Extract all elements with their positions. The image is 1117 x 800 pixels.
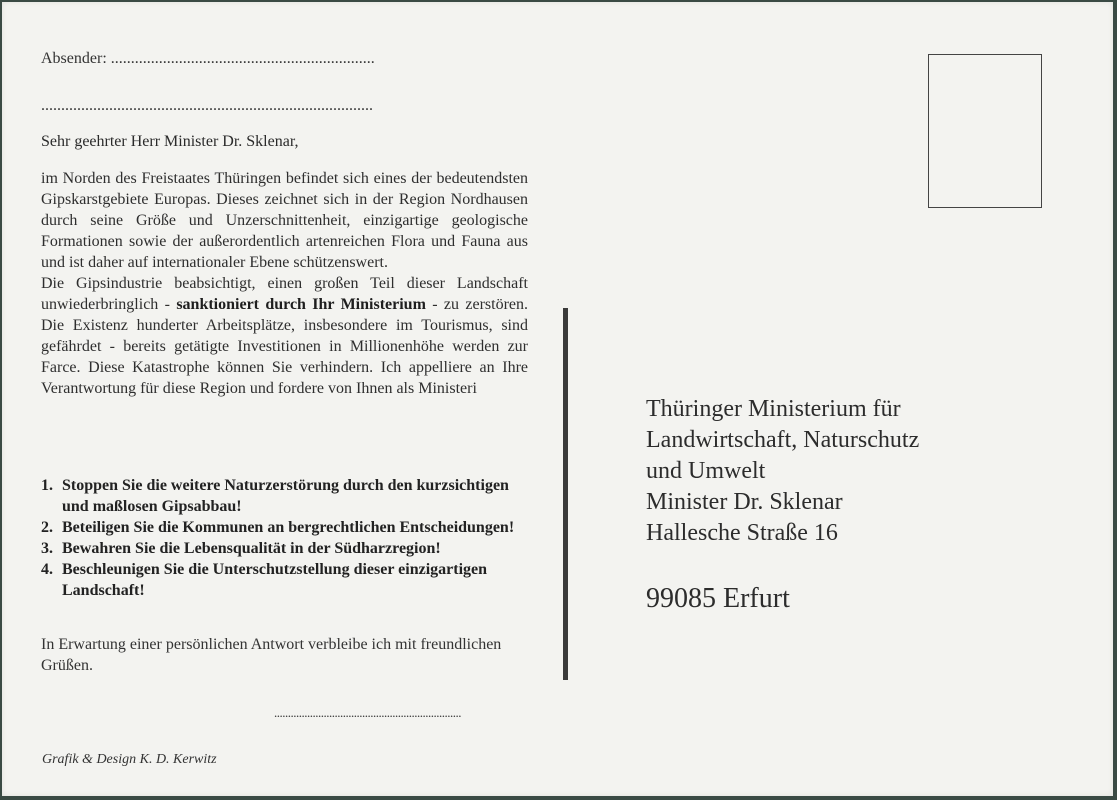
paragraph-appeal: [41, 273, 528, 399]
address-line: Thüringer Ministerium für: [646, 396, 901, 422]
address-line: und Umwelt: [646, 458, 766, 484]
appeal-text-end: - zu zerstören. Die Existenz hunderter Arbeitsplätze, insbesondere im Tourismus, sind gefährdet - bereits getätigte Investitionen in Millionenhöhe werden zur Farce. Diese Katastrophe können Sie verhindern. Ich appelliere an Ihre Verantwortung für diese Region und fordere von Ihnen als Ministeri: [41, 296, 529, 397]
appeal-bold-text: sanktioniert durch Ihr Ministerium: [176, 296, 426, 313]
sender-label-line: Absender: ..................................................................: [41, 50, 375, 67]
appeal-text-start: Die Gipsindustrie beabsichtigt, einen großen Teil dieser Landschaft unwiederbringlich -: [41, 275, 528, 313]
demand-item: 4. Beschleunigen Sie die Unterschutzstellung dieser einzigartigen Landschaft!: [41, 561, 488, 599]
vertical-divider: [563, 308, 568, 680]
address-line: Landwirtschaft, Naturschutz: [646, 427, 920, 453]
demand-item: 2. Beteiligen Sie die Kommunen an bergrechtlichen Entscheidungen!: [41, 519, 515, 536]
demand-item: 1. Stoppen Sie die weitere Naturzerstörung durch den kurzsichtigen und maßlosen Gipsabbau!: [41, 477, 509, 515]
closing-text: In Erwartung einer persönlichen Antwort verbleibe ich mit freundlichen Grüßen.: [41, 636, 502, 674]
letter-body: [41, 168, 528, 399]
design-credit: Grafik & Design K. D. Kerwitz: [42, 752, 217, 767]
paragraph-intro: im Norden des Freistaates Thüringen befindet sich eines der bedeutendsten Gipskarstgebiete Europas. Dieses zeichnet sich in der Region Nordhausen durch seine Größe und Unzerschnittenheit, einzigartige geologische Formationen sowie der außerordentlich artenreichen Flora und Fauna aus und ist daher auf internationaler Ebene schützenswert.: [41, 170, 528, 271]
stamp-box: [928, 54, 1042, 208]
recipient-address: [646, 394, 919, 549]
zip-city: 99085 Erfurt: [646, 583, 790, 614]
sender-second-line: ...................................................................................: [41, 97, 373, 114]
address-line: Hallesche Straße 16: [646, 520, 838, 546]
postcard: [2, 2, 1113, 796]
demand-item: 3. Bewahren Sie die Lebensqualität in der Südharzregion!: [41, 540, 441, 557]
signature-line: ....................................................................: [274, 705, 461, 720]
demands-list: [41, 475, 531, 601]
address-line: Minister Dr. Sklenar: [646, 489, 843, 515]
salutation: Sehr geehrter Herr Minister Dr. Sklenar,: [41, 133, 299, 150]
